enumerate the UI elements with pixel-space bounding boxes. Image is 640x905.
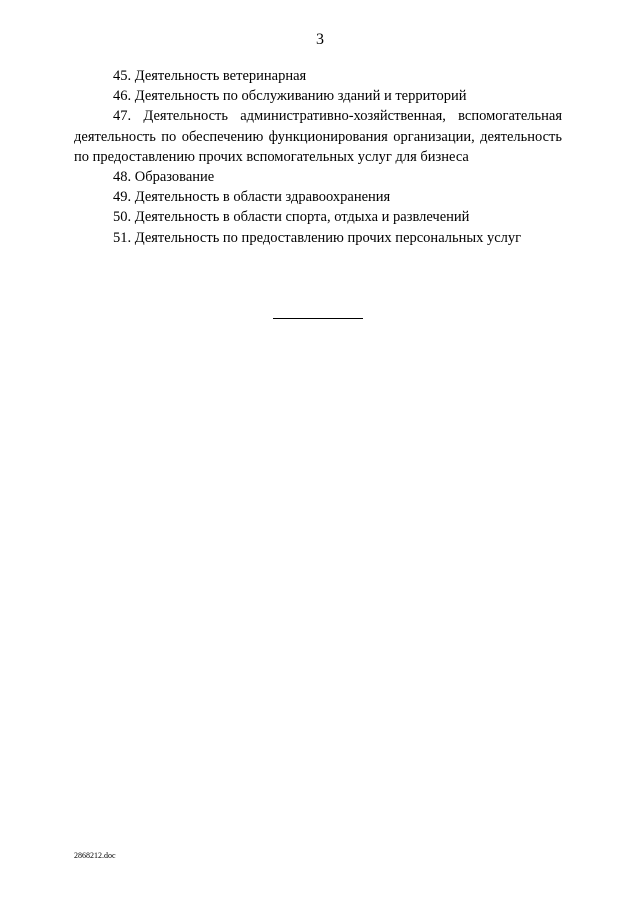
footer-file-name: 2868212.doc [74, 851, 116, 860]
list-item: 47. Деятельность административно-хозяйственная, вспомогательная деятельность по обеспечению функционирования организации, деятельность по предоставлению прочих вспомогательных услуг для бизнеса [74, 108, 562, 165]
page-number: 3 [316, 31, 324, 48]
end-divider [273, 318, 363, 319]
list-item: 51. Деятельность по предоставлению прочих персональных услуг [113, 229, 522, 246]
list-item: 45. Деятельность ветеринарная [113, 68, 307, 84]
list-item: 49. Деятельность в области здравоохранения [113, 189, 391, 206]
list-item: 46. Деятельность по обслуживанию зданий и территорий [113, 88, 467, 105]
list-item: 48. Образование [113, 169, 215, 186]
list-item: 50. Деятельность в области спорта, отдыха и развлечений [113, 209, 470, 226]
activity-list [74, 66, 562, 248]
